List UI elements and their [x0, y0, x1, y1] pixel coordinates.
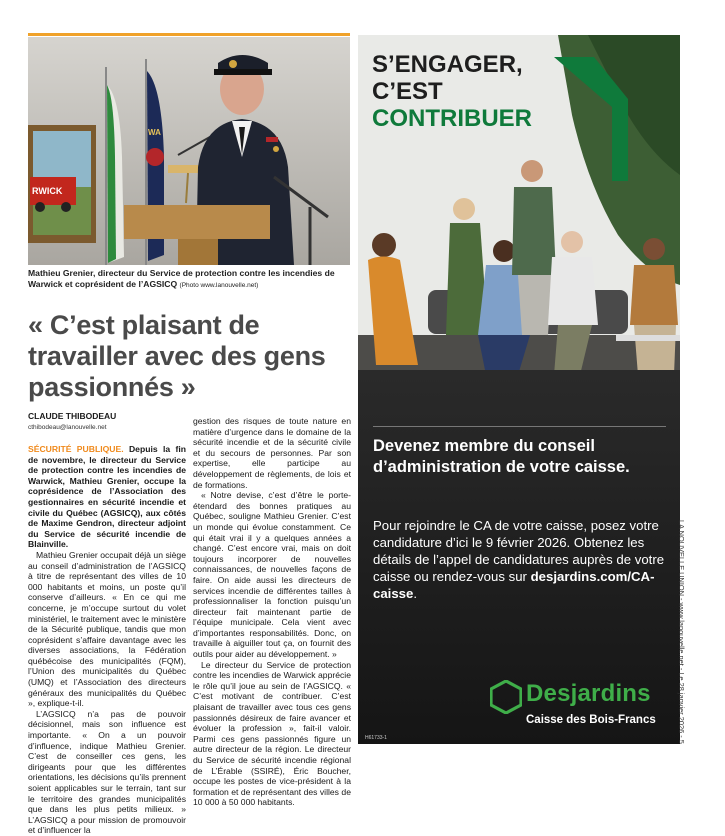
body-paragraph: Mathieu Grenier occupait déjà un siège au conseil d’administration de l’AGSICQ à titre de représentant des villes de 10 000 habitants et moins, un poste qu’il conserve d’ailleurs. « En ce qui me concerne, je m’occupe surtout du volet ministériel, le traitement avec le ministère de la Sécurité publique, tandis que mon coprésident s’affaire davantage avec les diverses associations, la Fédération québécoise des municipalités (FQM), l’Union des municipalités du Québec (UMQ) et l’Association des directeurs généraux des municipalités du Québec », explique-t-il.: [28, 549, 186, 709]
ad-slogan: S’ENGAGER, C’EST CONTRIBUER: [372, 51, 532, 132]
article-column-2: [193, 416, 351, 808]
body-paragraph: « Notre devise, c’est d’être le porte-étendard des bonnes pratiques au Québec, souligne Mathieu Grenier. C’est un monde qui évolue constamment. Ce qui était vrai il y a quelques années a changé. C’est encore vrai, mais on doit toujours incorporer de nouvelles connaissances, de nouvelles façons de faire. On aide aussi les directeurs de services incendie de différentes tailles à professionnaliser la fonction puisqu’un directeur fait maintenant partie de l’équipe municipale. Cela vient avec d’importantes responsabilités. Donc, on travaille à aiguiller tout ça, on fournit des outils pour aider au développement. »: [193, 490, 351, 660]
lead-paragraph: SÉCURITÉ PUBLIQUE. Depuis la fin de novembre, le directeur du Service de protection contre les incendies de Warwick, Mathieu Grenier, occupe la coprésidence de l’Association des gestionnaires en sécurité incendie et civile du Québec (AGSICQ), aux côtés de Maxime Gendron, directeur adjoint du Service de sécurité incendie de Blainville.: [28, 444, 186, 550]
brand-name: Desjardins: [526, 680, 651, 707]
ad-code: H61733-1: [365, 735, 387, 741]
photo-top-rule: [28, 33, 350, 36]
desjardins-advertisement[interactable]: [358, 35, 680, 744]
ad-headline: Devenez membre du conseil d’administration de votre caisse.: [373, 437, 630, 476]
svg-text:WA: WA: [148, 128, 161, 137]
article-photo: [28, 37, 350, 265]
ad-url-link[interactable]: desjardins.com/CA-caisse: [373, 569, 655, 601]
photo-credit: (Photo www.lanouvelle.net): [179, 282, 259, 289]
brand-branch: Caisse des Bois-Francs: [526, 714, 656, 726]
article-column-1: [28, 444, 186, 836]
side-table: [616, 335, 680, 341]
ad-divider: [373, 426, 666, 427]
firefighter-podium-illustration: [28, 37, 350, 265]
desjardins-hexagon-icon: [490, 680, 522, 714]
body-paragraph: Le directeur du Service de protection contre les incendies de Warwick apprécie le rôle qu’il joue au sein de l’AGSICQ. « C’est motivant de contribuer. C’est plaisant de travailler avec tous ces gens passionnés désireux de faire avancer et évoluer la profession », fait-il valoir. Parmi ces gens passionnés figure un autre directeur de la région. Le directeur du Service de sécurité incendie régional de L’Érable (SSIRÉ), Éric Boucher, occupe les postes de vice-président à la formation et de représentant des villes de 10 000 à 50 000 habitants.: [193, 659, 351, 808]
body-paragraph: gestion des risques de toute nature en matière d’urgence dans le domaine de la sécurité incendie et de la sécurité civile et du secours de personnes. Par son expertise, elle participe au développement de règlements, de lois et de formations.: [193, 416, 351, 490]
author-byline: CLAUDE THIBODEAU: [28, 411, 117, 421]
painting-sign-text: RWICK: [32, 186, 63, 196]
ad-photo: [358, 35, 680, 370]
ad-body-text: Pour rejoindre le CA de votre caisse, posez votre candidature d’ici le 9 février 2026. Obtenez les détails de l’appel de candidatures auprès de votre caisse ou rendez-vous sur desjardins.com/CA-caisse.: [373, 518, 665, 601]
author-email[interactable]: cthibodeau@lanouvelle.net: [28, 424, 107, 431]
body-paragraph: L’AGSICQ n’a pas de pouvoir décisionnel, mais son influence est importante. « On a un pouvoir d’influence, indique Mathieu Grenier. C’est de conseiller ces gens, les dirigeants pour que les différentes orientations, les décisions qu’ils prennent soient applicables sur le terrain, tant sur le territoire des grandes municipalités que dans les plus petits milieux. » L’AGSICQ a pour mission de promouvoir et d’influencer la: [28, 708, 186, 836]
photo-caption: Mathieu Grenier, directeur du Service de protection contre les incendies de Warwick et coprésident de l’AGSICQ (Photo www.lanouvelle.net): [28, 268, 335, 289]
page-folio: LA NOUVELLE UNION - www.lanouvelle.net - Le 28 janvier 2026 - 5: [677, 520, 686, 744]
article-headline: « C’est plaisant de travailler avec des gens passionnés »: [28, 310, 326, 402]
wooden-podium: [124, 205, 270, 239]
section-kicker: SÉCURITÉ PUBLIQUE.: [28, 444, 124, 454]
